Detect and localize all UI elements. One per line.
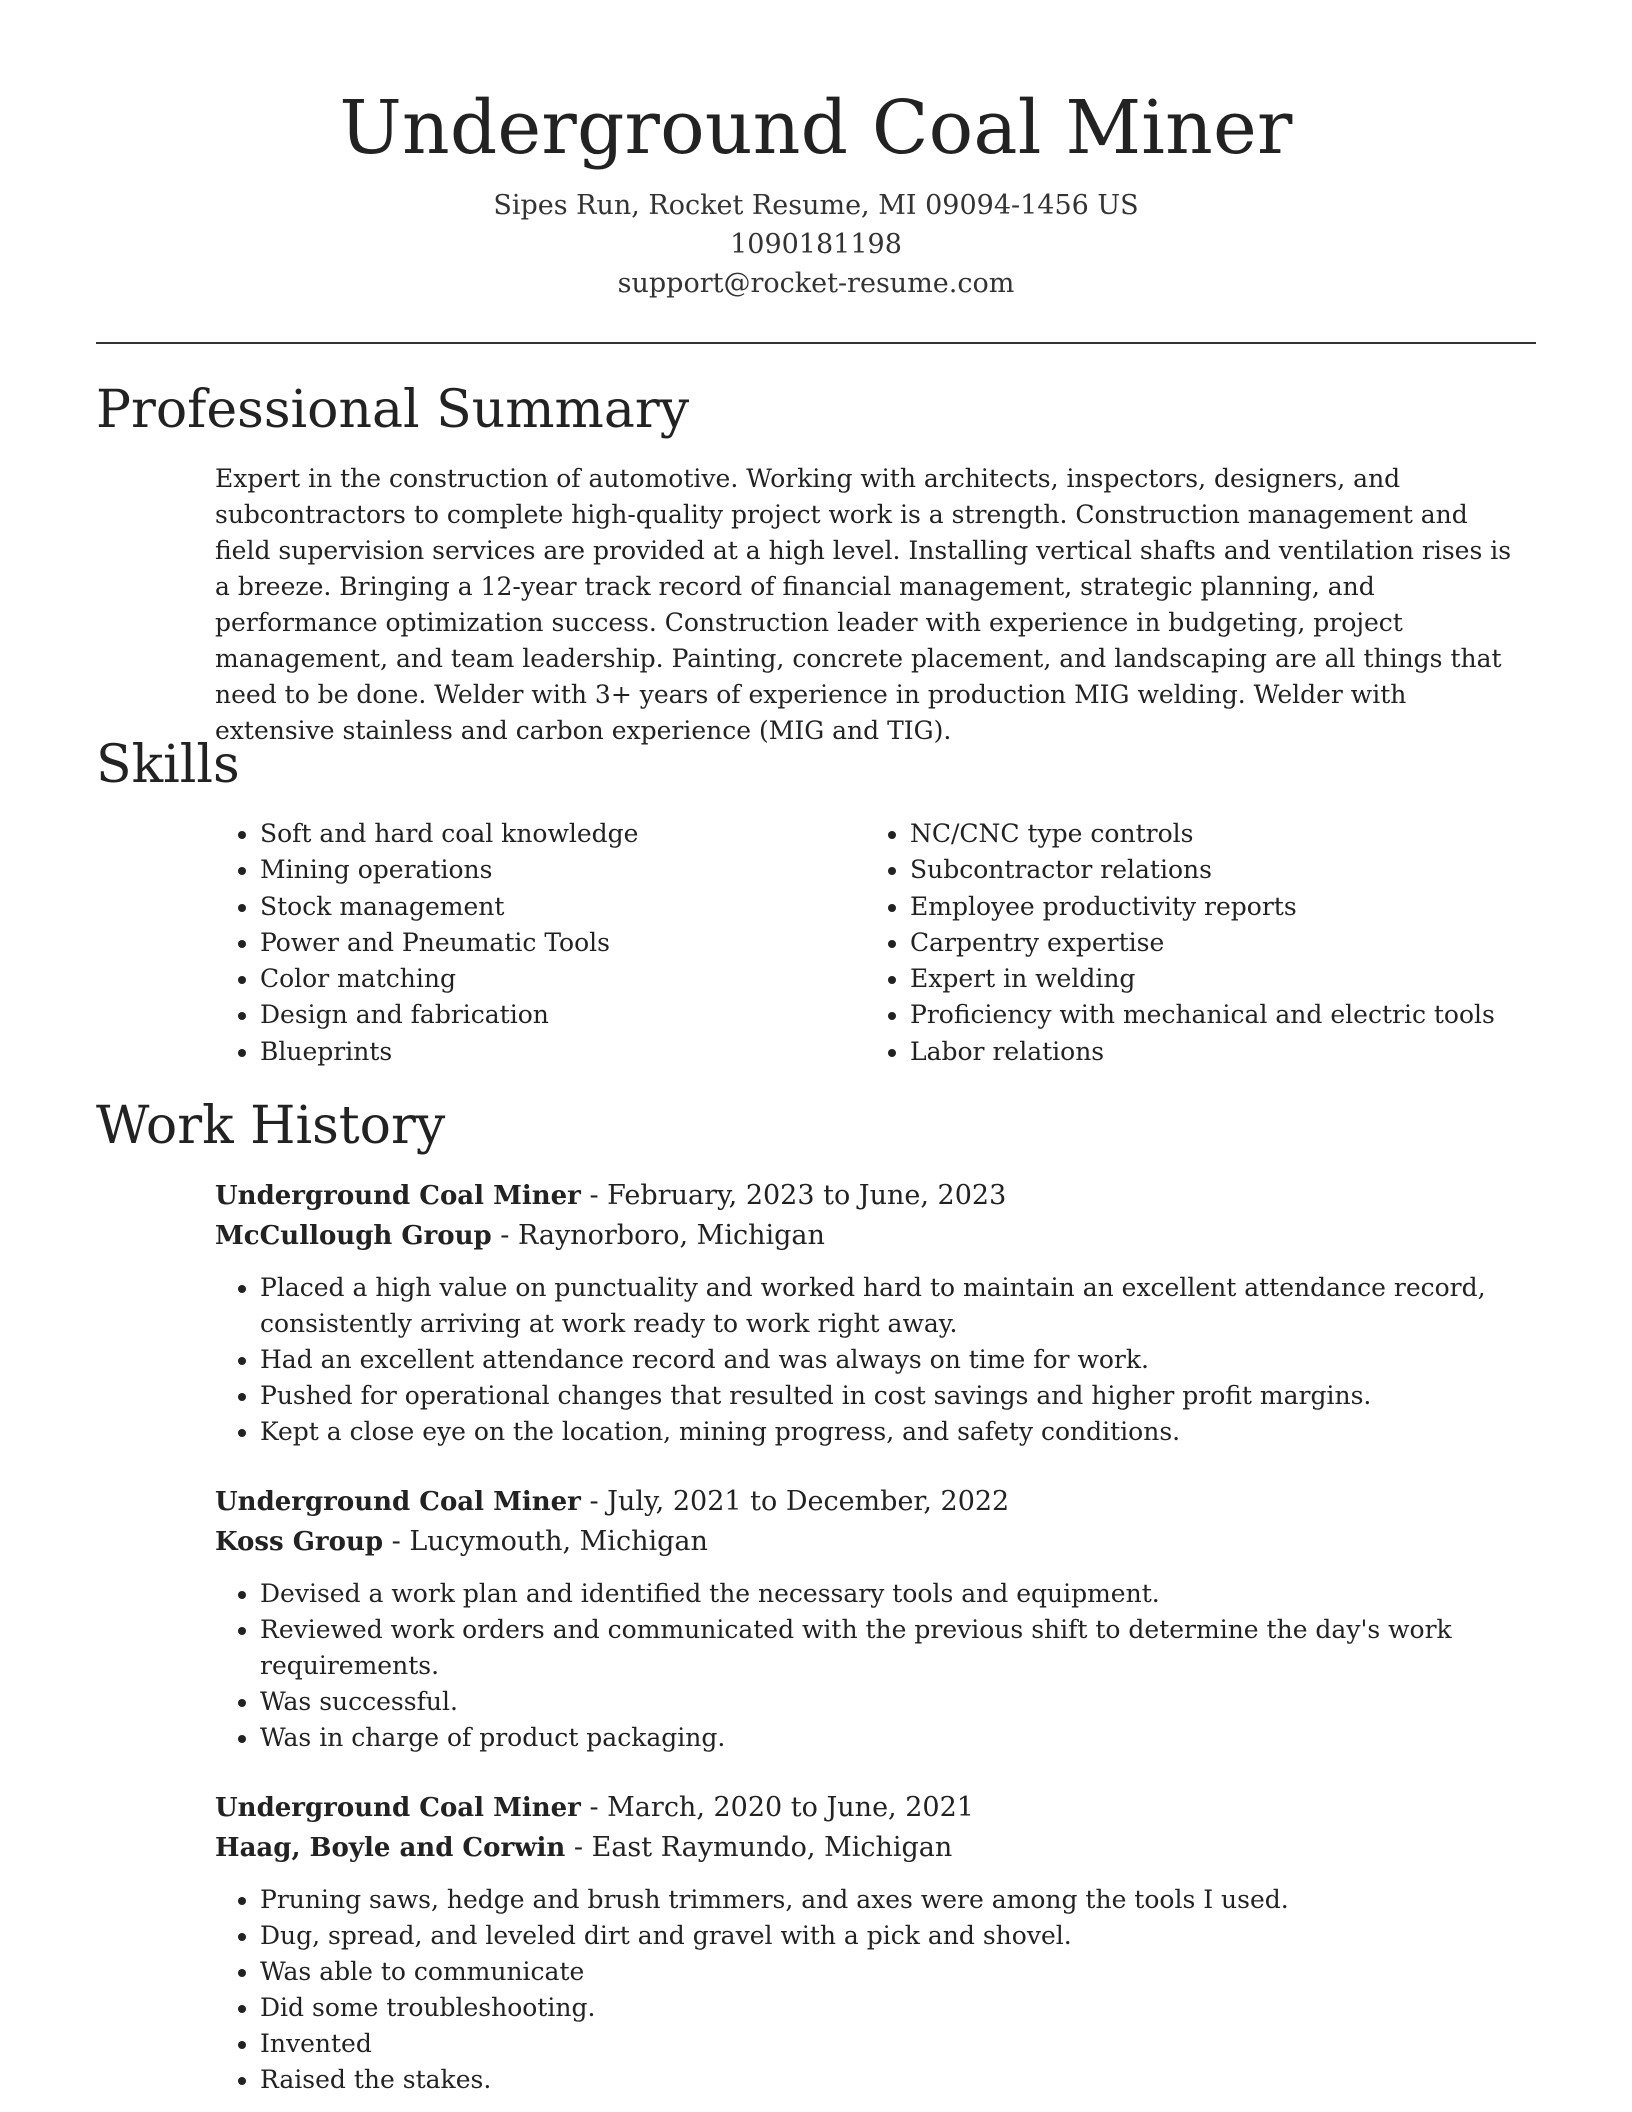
job-bullet: • Was in charge of product packaging. bbox=[260, 1720, 1535, 1756]
job-bullet: • Dug, spread, and leveled dirt and gravel with a pick and shovel. bbox=[260, 1918, 1535, 1954]
job-company: Koss Group bbox=[215, 1527, 384, 1557]
job-entry bbox=[215, 1482, 1535, 1756]
job-bullet: • Placed a high value on punctuality and worked hard to maintain an excellent attendance record, consistently arriving at work ready to work right away. bbox=[260, 1270, 1535, 1342]
work-history-heading: Work History bbox=[96, 1096, 446, 1156]
contact-email: support@rocket-resume.com bbox=[617, 268, 1015, 299]
skill-item: • Subcontractor relations bbox=[910, 852, 1515, 888]
skill-item: • Employee productivity reports bbox=[910, 889, 1515, 925]
summary-heading: Professional Summary bbox=[96, 380, 690, 440]
job-location: - Lucymouth, Michigan bbox=[383, 1526, 708, 1557]
job-bullets bbox=[215, 1882, 1535, 2098]
job-dates: - July, 2021 to December, 2022 bbox=[580, 1486, 1010, 1517]
skill-item: • Soft and hard coal knowledge bbox=[260, 816, 865, 852]
skill-item: • Mining operations bbox=[260, 852, 865, 888]
job-bullet: • Devised a work plan and identified the necessary tools and equipment. bbox=[260, 1576, 1535, 1612]
skill-item: • Power and Pneumatic Tools bbox=[260, 925, 865, 961]
job-company-line bbox=[215, 1522, 1535, 1562]
skills-column-left bbox=[215, 816, 865, 1070]
job-bullets bbox=[215, 1270, 1535, 1450]
job-dates: - March, 2020 to June, 2021 bbox=[580, 1792, 974, 1823]
job-company-line bbox=[215, 1216, 1535, 1256]
job-bullet: • Reviewed work orders and communicated with the previous shift to determine the day's work requirements. bbox=[260, 1612, 1535, 1684]
job-bullet: • Did some troubleshooting. bbox=[260, 1990, 1535, 2026]
summary-text: Expert in the construction of automotive. Working with architects, inspectors, designers, and subcontractors to complete high-quality project work is a strength. Construction management and field supervision services are provided at a high level. Installing vertical shafts and ventilation rises is a breeze. Bringing a 12-year track record of financial management, strategic planning, and performance optimization success. Construction leader with experience in budgeting, project management, and team leadership. Painting, concrete placement, and landscaping are all things that need to be done. Welder with 3+ years of experience in production MIG welding. Welder with extensive stainless and carbon experience (MIG and TIG). bbox=[215, 464, 1512, 745]
skill-item: • Carpentry expertise bbox=[910, 925, 1515, 961]
job-bullet: • Kept a close eye on the location, mining progress, and safety conditions. bbox=[260, 1414, 1535, 1450]
job-bullet: • Had an excellent attendance record and was always on time for work. bbox=[260, 1342, 1535, 1378]
job-bullet: • Pruning saws, hedge and brush trimmers, and axes were among the tools I used. bbox=[260, 1882, 1535, 1918]
skills-column-right bbox=[865, 816, 1515, 1070]
resume-header bbox=[0, 78, 1632, 303]
job-company: McCullough Group bbox=[215, 1221, 492, 1251]
job-title-line bbox=[215, 1482, 1535, 1522]
job-company: Haag, Boyle and Corwin bbox=[215, 1833, 566, 1863]
job-bullet: • Raised the stakes. bbox=[260, 2062, 1535, 2098]
skill-item: • Color matching bbox=[260, 961, 865, 997]
contact-info bbox=[0, 186, 1632, 303]
job-bullets bbox=[215, 1576, 1535, 1756]
candidate-name: Underground Coal Miner bbox=[339, 85, 1293, 171]
job-title-line bbox=[215, 1176, 1535, 1216]
job-bullet: • Was successful. bbox=[260, 1684, 1535, 1720]
header-divider bbox=[96, 342, 1536, 344]
skill-item: • Design and fabrication bbox=[260, 997, 865, 1033]
job-bullet: • Was able to communicate bbox=[260, 1954, 1535, 1990]
contact-phone: 1090181198 bbox=[730, 229, 902, 260]
job-bullet: • Pushed for operational changes that resulted in cost savings and higher profit margins. bbox=[260, 1378, 1535, 1414]
skills-list bbox=[215, 816, 1535, 1070]
skill-item: • Stock management bbox=[260, 889, 865, 925]
contact-address: Sipes Run, Rocket Resume, MI 09094-1456 US bbox=[493, 190, 1139, 221]
job-location: - East Raymundo, Michigan bbox=[565, 1832, 953, 1863]
job-role: Underground Coal Miner bbox=[215, 1793, 581, 1823]
job-entry bbox=[215, 1788, 1535, 2098]
skill-item: • Proficiency with mechanical and electric tools bbox=[910, 997, 1515, 1033]
job-title-line bbox=[215, 1788, 1535, 1828]
skills-heading: Skills bbox=[96, 735, 240, 795]
job-bullet: • Invented bbox=[260, 2026, 1535, 2062]
skill-item: • NC/CNC type controls bbox=[910, 816, 1515, 852]
skill-item: • Blueprints bbox=[260, 1034, 865, 1070]
job-location: - Raynorboro, Michigan bbox=[491, 1220, 825, 1251]
job-entry bbox=[215, 1176, 1535, 1450]
job-company-line bbox=[215, 1828, 1535, 1868]
skill-item: • Labor relations bbox=[910, 1034, 1515, 1070]
skill-item: • Expert in welding bbox=[910, 961, 1515, 997]
job-role: Underground Coal Miner bbox=[215, 1487, 581, 1517]
job-role: Underground Coal Miner bbox=[215, 1181, 581, 1211]
job-dates: - February, 2023 to June, 2023 bbox=[580, 1180, 1007, 1211]
